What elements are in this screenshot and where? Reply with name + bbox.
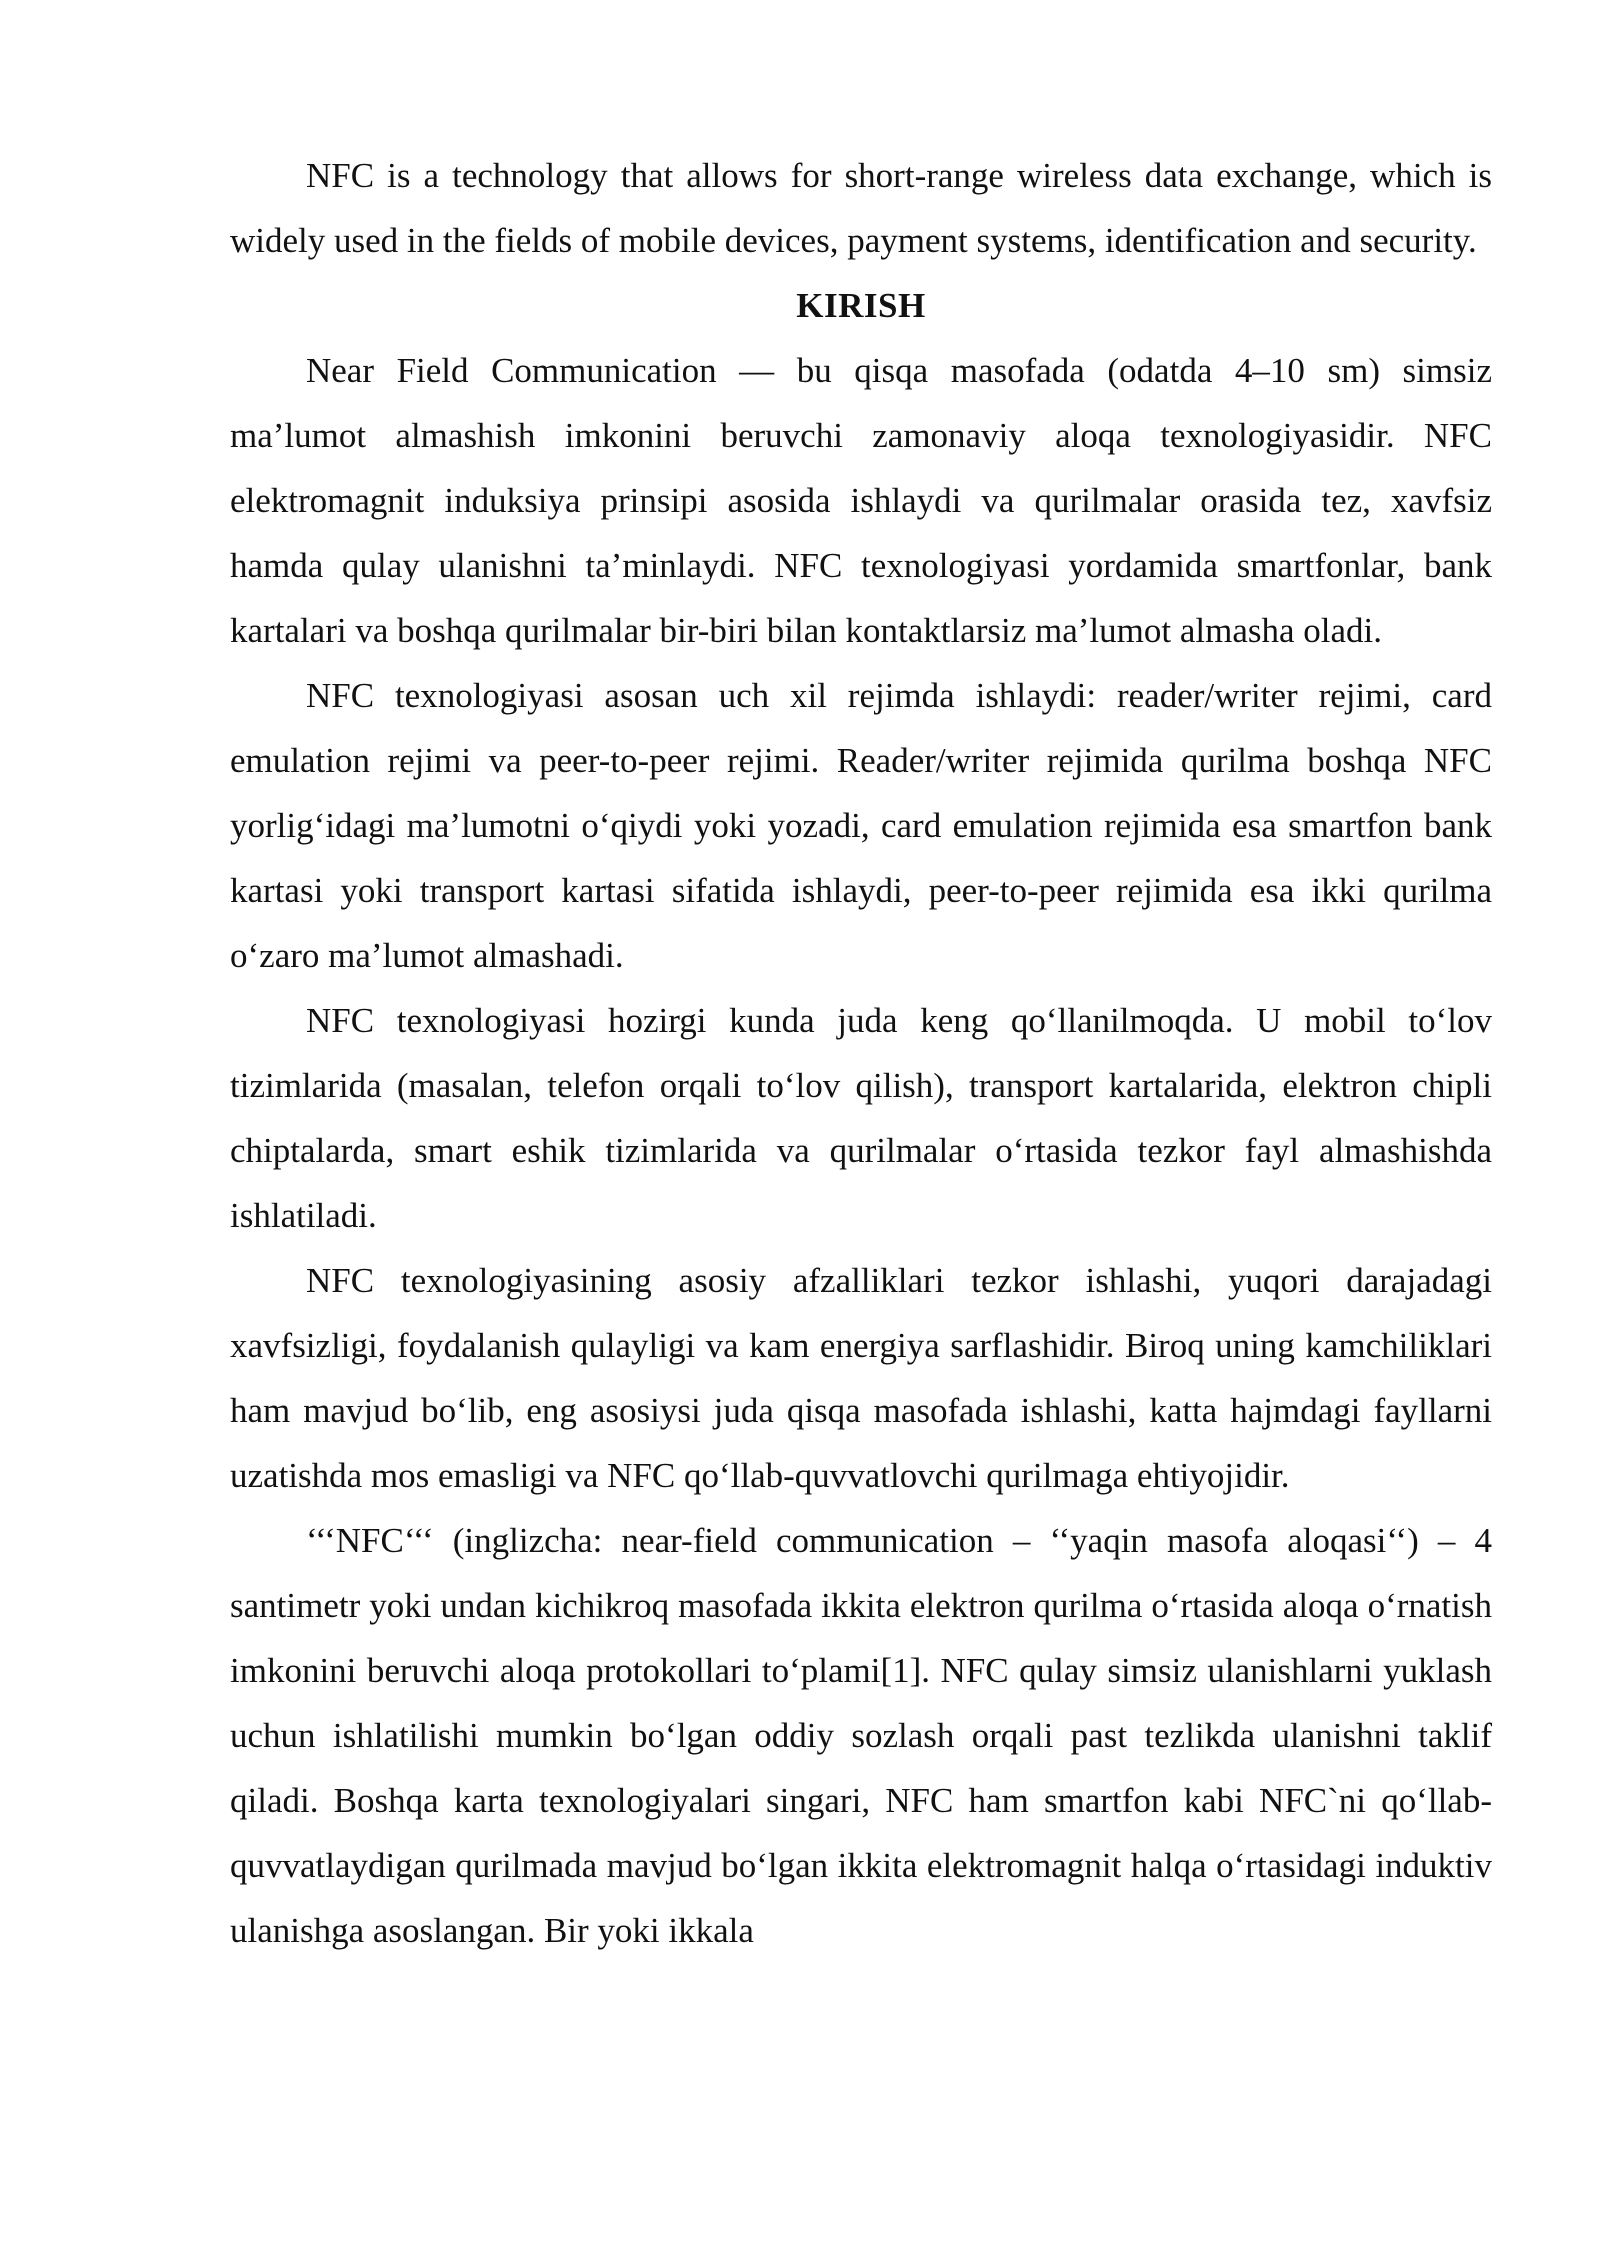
paragraph: ‘‘‘NFC‘‘‘ (inglizcha: near-field communication – ‘‘yaqin masofa aloqasi‘‘) – 4 santimetr yoki undan kichikroq masofada ikkita elektron qurilma o‘rtasida aloqa o‘rnatish imkonini beruvchi aloqa protokollari to‘plami[1]. NFC qulay simsiz ulanishlarni yuklash uchun ishlatilishi mumkin bo‘lgan oddiy sozlash orqali past tezlikda ulanishni taklif qiladi. Boshqa karta texnologiyalari singari, NFC ham smartfon kabi NFC`ni qo‘llab-quvvatlaydigan qurilmada mavjud bo‘lgan ikkita elektromagnit halqa o‘rtasidagi induktiv ulanishga asoslangan. Bir yoki ikkala [230,1521,1492,1950]
section-heading: KIRISH [796,286,926,325]
paragraph: NFC texnologiyasi hozirgi kunda juda keng qo‘llanilmoqda. U mobil to‘lov tizimlarida (masalan, telefon orqali to‘lov qilish), transport kartalarida, elektron chipli chiptalarda, smart eshik tizimlarida va qurilmalar o‘rtasida tezkor fayl almashishda ishlatiladi. [230,1001,1492,1235]
intro-paragraph: NFC is a technology that allows for short-range wireless data exchange, which is widely used in the fields of mobile devices, payment systems, identification and security. [230,156,1492,260]
paragraph: Near Field Communication — bu qisqa masofada (odatda 4–10 sm) simsiz ma’lumot almashish imkonini beruvchi zamonaviy aloqa texnologiyasidir. NFC elektromagnit induksiya prinsipi asosida ishlaydi va qurilmalar orasida tez, xavfsiz hamda qulay ulanishni ta’minlaydi. NFC texnologiyasi yordamida smartfonlar, bank kartalari va boshqa qurilmalar bir-biri bilan kontaktlarsiz ma’lumot almasha oladi. [230,351,1492,650]
paragraph: NFC texnologiyasi asosan uch xil rejimda ishlaydi: reader/writer rejimi, card emulation rejimi va peer-to-peer rejimi. Reader/writer rejimida qurilma boshqa NFC yorlig‘idagi ma’lumotni o‘qiydi yoki yozadi, card emulation rejimida esa smartfon bank kartasi yoki transport kartasi sifatida ishlaydi, peer-to-peer rejimida esa ikki qurilma o‘zaro ma’lumot almashadi. [230,676,1492,975]
paragraph: NFC texnologiyasining asosiy afzalliklari tezkor ishlashi, yuqori darajadagi xavfsizligi, foydalanish qulayligi va kam energiya sarflashidir. Biroq uning kamchiliklari ham mavjud bo‘lib, eng asosiysi juda qisqa masofada ishlashi, katta hajmdagi fayllarni uzatishda mos emasligi va NFC qo‘llab-quvvatlovchi qurilmaga ehtiyojidir. [230,1261,1492,1495]
document-page [230,143,1492,1963]
